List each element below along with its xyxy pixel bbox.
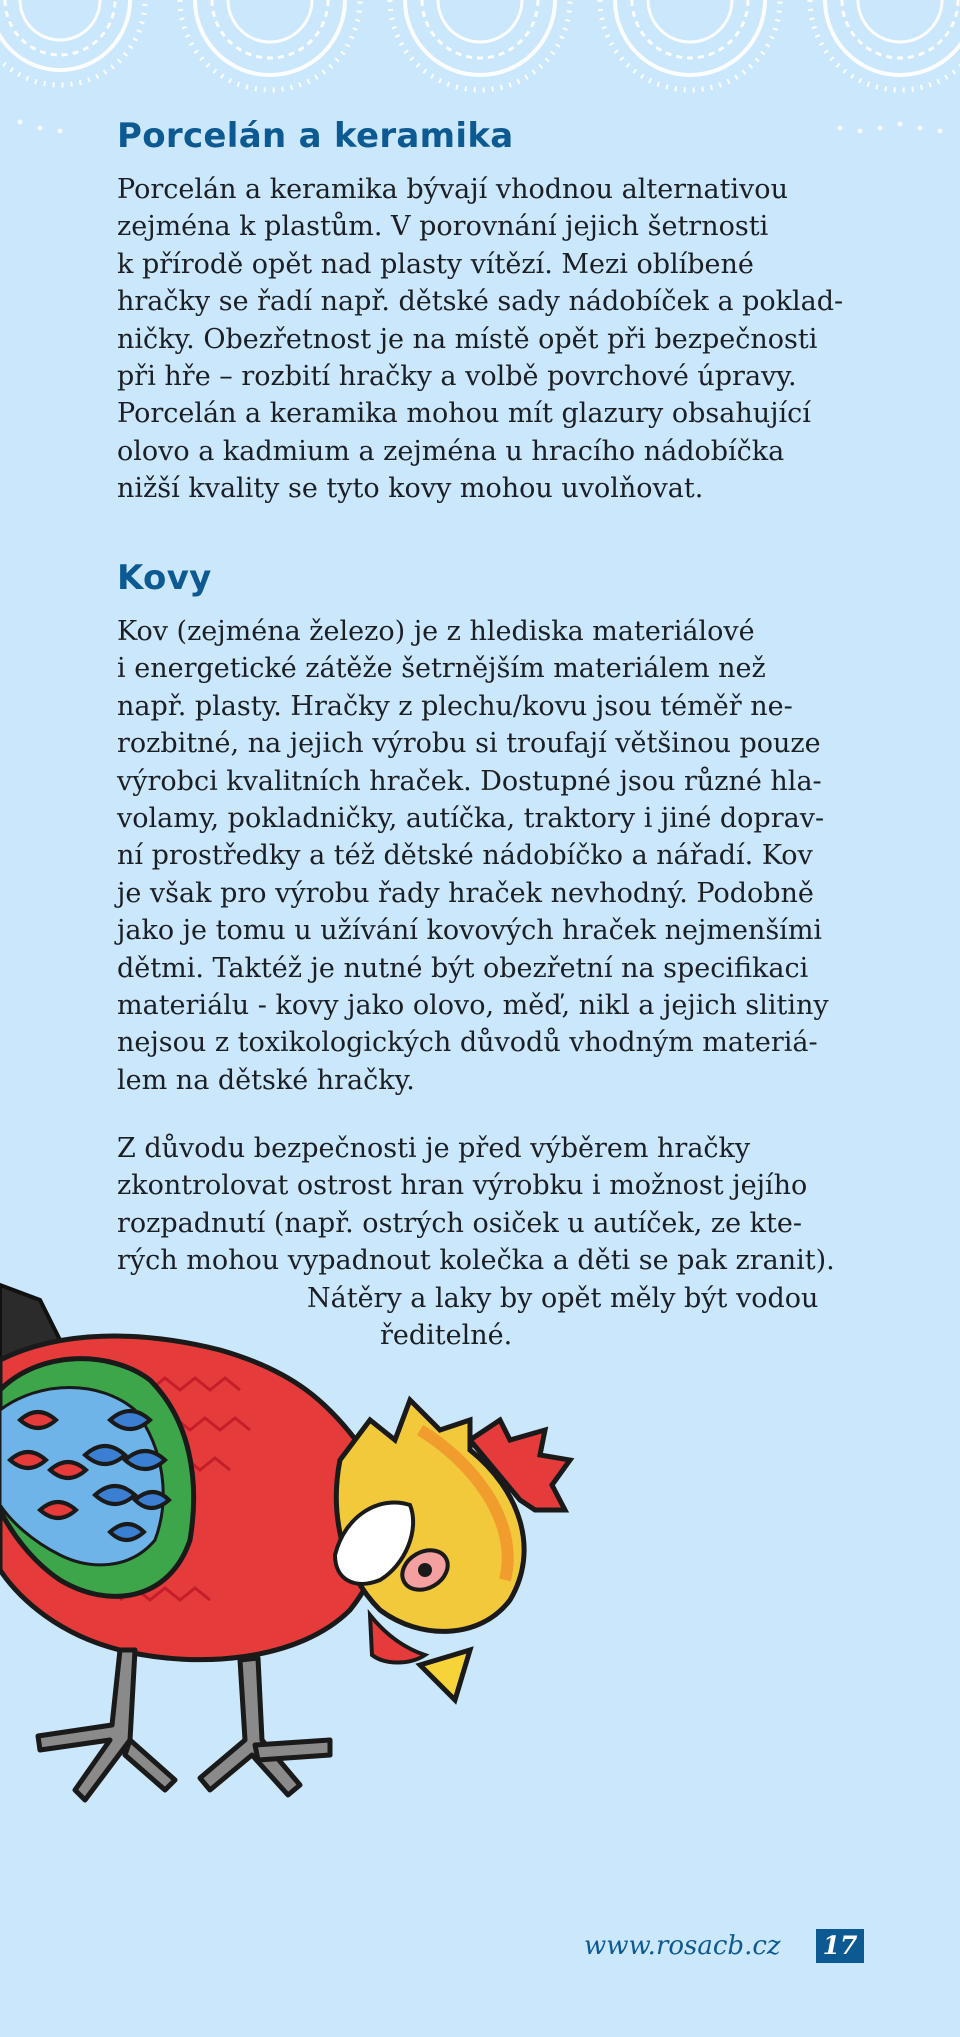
lace-motif bbox=[0, 0, 145, 85]
text-line: Kov (zejména železo) je z hlediska materiálové bbox=[117, 616, 755, 647]
text-line: rých mohou vypadnout kolečka a děti se pak zranit). bbox=[117, 1245, 835, 1277]
text-line: Porcelán a keramika bývají vhodnou alternativou bbox=[117, 174, 788, 205]
section-heading-porcelain: Porcelán a keramika bbox=[117, 116, 514, 156]
text-line: volamy, pokladničky, autíčka, traktory i jiné doprav- bbox=[117, 803, 825, 835]
lace-motif bbox=[600, 0, 780, 90]
text-line: zejména k plastům. V porovnání jejich šetrnosti bbox=[117, 211, 769, 243]
text-line: lem na dětské hračky. bbox=[117, 1064, 415, 1096]
text-line: nižší kvality se tyto kovy mohou uvolňovat. bbox=[117, 473, 704, 505]
text-line: hračky se řadí např. dětské sady nádobíček a poklad- bbox=[117, 286, 844, 318]
rooster-illustration bbox=[0, 1270, 600, 1880]
text-line: rozbitné, na jejich výrobu si troufají většinou pouze bbox=[117, 728, 821, 760]
text-line: zkontrolovat ostrost hran výrobku i možnost jejího bbox=[117, 1170, 808, 1202]
text-line: např. plasty. Hračky z plechu/kovu jsou téměř ne- bbox=[117, 690, 793, 722]
text-line: Z důvodu bezpečnosti je před výběrem hračky bbox=[117, 1133, 751, 1164]
text-line: olovo a kadmium a zejména u hracího nádobíčka bbox=[117, 435, 785, 467]
text-line: rozpadnutí (např. ostrých osiček u autíček, ze kte- bbox=[117, 1207, 802, 1239]
text-line: je však pro výrobu řady hraček nevhodný. Podobně bbox=[117, 877, 814, 909]
rooster-beak bbox=[420, 1650, 470, 1700]
text-line: ní prostředky a též dětské nádobíčko a nářadí. Kov bbox=[117, 840, 813, 872]
text-line: Nátěry a laky by opět měly být vodou bbox=[307, 1282, 819, 1314]
text-line: ničky. Obezřetnost je na místě opět při bezpečnosti bbox=[117, 323, 818, 355]
text-line: nejsou z toxikologických důvodů vhodným materiá- bbox=[117, 1027, 818, 1059]
text-line: Porcelán a keramika mohou mít glazury obsahující bbox=[117, 398, 811, 430]
text-line: k přírodě opět nad plasty vítězí. Mezi oblíbené bbox=[117, 248, 754, 280]
page-number-badge: 17 bbox=[816, 1929, 864, 1963]
text-line: i energetické zátěže šetrnějším materiálem než bbox=[117, 653, 766, 685]
section-heading-metals: Kovy bbox=[117, 558, 212, 598]
lace-motif bbox=[810, 0, 960, 90]
footer-url-link[interactable]: www.rosacb.cz bbox=[584, 1931, 781, 1961]
text-line: výrobci kvalitních hraček. Dostupné jsou různé hla- bbox=[117, 765, 822, 797]
section-body-porcelain bbox=[117, 171, 877, 508]
lace-motif bbox=[180, 0, 360, 90]
rooster-legs bbox=[38, 1650, 330, 1800]
text-line: při hře – rozbití hračky a volbě povrchové úpravy. bbox=[117, 361, 797, 393]
text-line: dětmi. Taktéž je nutné být obezřetní na specifikaci bbox=[117, 952, 809, 984]
text-line: jako je tomu u užívání kovových hraček nejmenšími bbox=[117, 915, 823, 947]
text-line: materiálu - kovy jako olovo, měď, nikl a jejich slitiny bbox=[117, 990, 829, 1022]
section-body-metals bbox=[117, 613, 877, 1099]
lace-motif bbox=[390, 0, 570, 90]
text-line: ředitelné. bbox=[380, 1320, 513, 1352]
